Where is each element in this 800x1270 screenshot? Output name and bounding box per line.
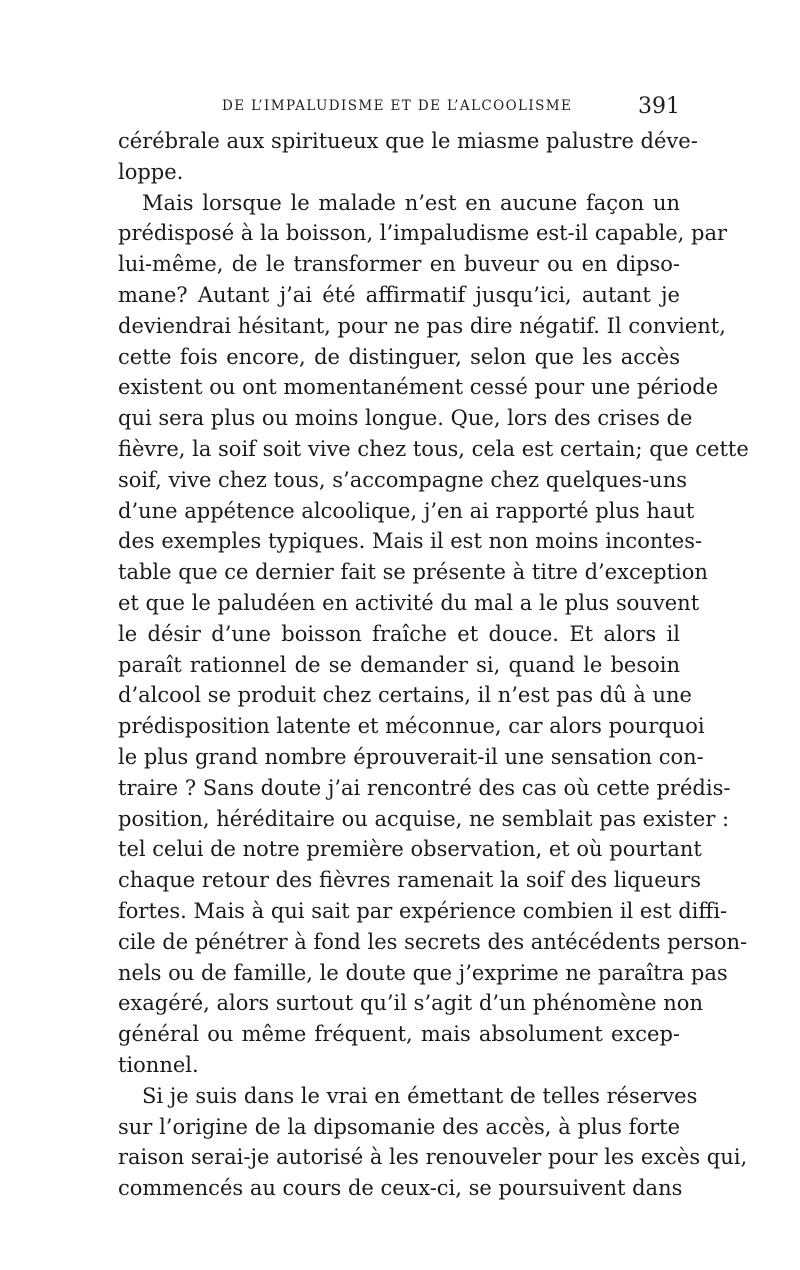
running-head: DE L’IMPALUDISME ET DE L’ALCOOLISME (222, 98, 573, 114)
text-line: tionnel. (118, 1052, 199, 1077)
text-line: traire ? Sans doute j’ai rencontré des cas où cette prédis- (118, 775, 731, 800)
body-text (118, 126, 749, 1204)
text-line: le plus grand nombre éprouverait-il une sensation con- (118, 744, 704, 769)
text-line: tel celui de notre première observation, et où pourtant (118, 837, 702, 862)
text-line: commencés au cours de ceux-ci, se poursuivent dans (118, 1176, 683, 1201)
text-line: Si je suis dans le vrai en émettant de telles réserves (142, 1083, 698, 1108)
text-line: mane? Autant j’ai été affirmatif jusqu’ici, autant je (118, 282, 680, 307)
text-line: existent ou ont momentanément cessé pour une période (118, 375, 719, 400)
text-line: soif, vive chez tous, s’accompagne chez quelques-uns (118, 467, 687, 492)
page-number: 391 (638, 94, 680, 119)
text-line: cile de pénétrer à fond les secrets des antécédents person- (118, 929, 748, 954)
text-line: fortes. Mais à qui sait par expérience combien il est diffi- (118, 898, 728, 923)
text-line: Mais lorsque le malade n’est en aucune façon un (142, 190, 680, 215)
text-line: paraît rationnel de se demander si, quand le besoin (118, 652, 680, 677)
text-line: qui sera plus ou moins longue. Que, lors des crises de (118, 406, 693, 431)
text-line: général ou même fréquent, mais absolument excep- (118, 1022, 680, 1047)
text-line: deviendrai hésitant, pour ne pas dire négatif. Il convient, (118, 313, 726, 338)
text-line: nels ou de famille, le doute que j’exprime ne paraîtra pas (118, 960, 728, 985)
text-line: chaque retour des fièvres ramenait la soif des liqueurs (118, 868, 701, 893)
text-line: sur l’origine de la dipsomanie des accès, à plus forte (118, 1114, 680, 1139)
text-line: raison serai-je autorisé à les renouveler pour les excès qui, (118, 1145, 748, 1170)
text-line: le désir d’une boisson fraîche et douce. Et alors il (118, 621, 680, 646)
text-line: position, héréditaire ou acquise, ne semblait pas exister : (118, 806, 730, 831)
text-line: et que le paludéen en activité du mal a le plus souvent (118, 590, 700, 615)
text-line: d’alcool se produit chez certains, il n’est pas dû à une (118, 683, 692, 708)
text-line: des exemples typiques. Mais il est non moins incontes- (118, 529, 703, 554)
text-line: cérébrale aux spiritueux que le miasme palustre déve- (118, 129, 698, 153)
text-line: d’une appétence alcoolique, j’en ai rapporté plus haut (118, 498, 695, 523)
text-line: table que ce dernier fait se présente à titre d’exception (118, 560, 708, 585)
text-line: lui-même, de le transformer en buveur ou en dipso- (118, 252, 680, 277)
text-line: cette fois encore, de distinguer, selon que les accès (118, 344, 680, 369)
text-line: prédisposition latente et méconnue, car alors pourquoi (118, 714, 705, 739)
text-line: prédisposé à la boisson, l’impaludisme est-il capable, par (118, 221, 727, 246)
text-line: loppe. (118, 159, 184, 184)
text-line: fièvre, la soif soit vive chez tous, cela est certain; que cette (118, 436, 749, 461)
text-line: exagéré, alors surtout qu’il s’agit d’un phénomène non (118, 991, 703, 1016)
